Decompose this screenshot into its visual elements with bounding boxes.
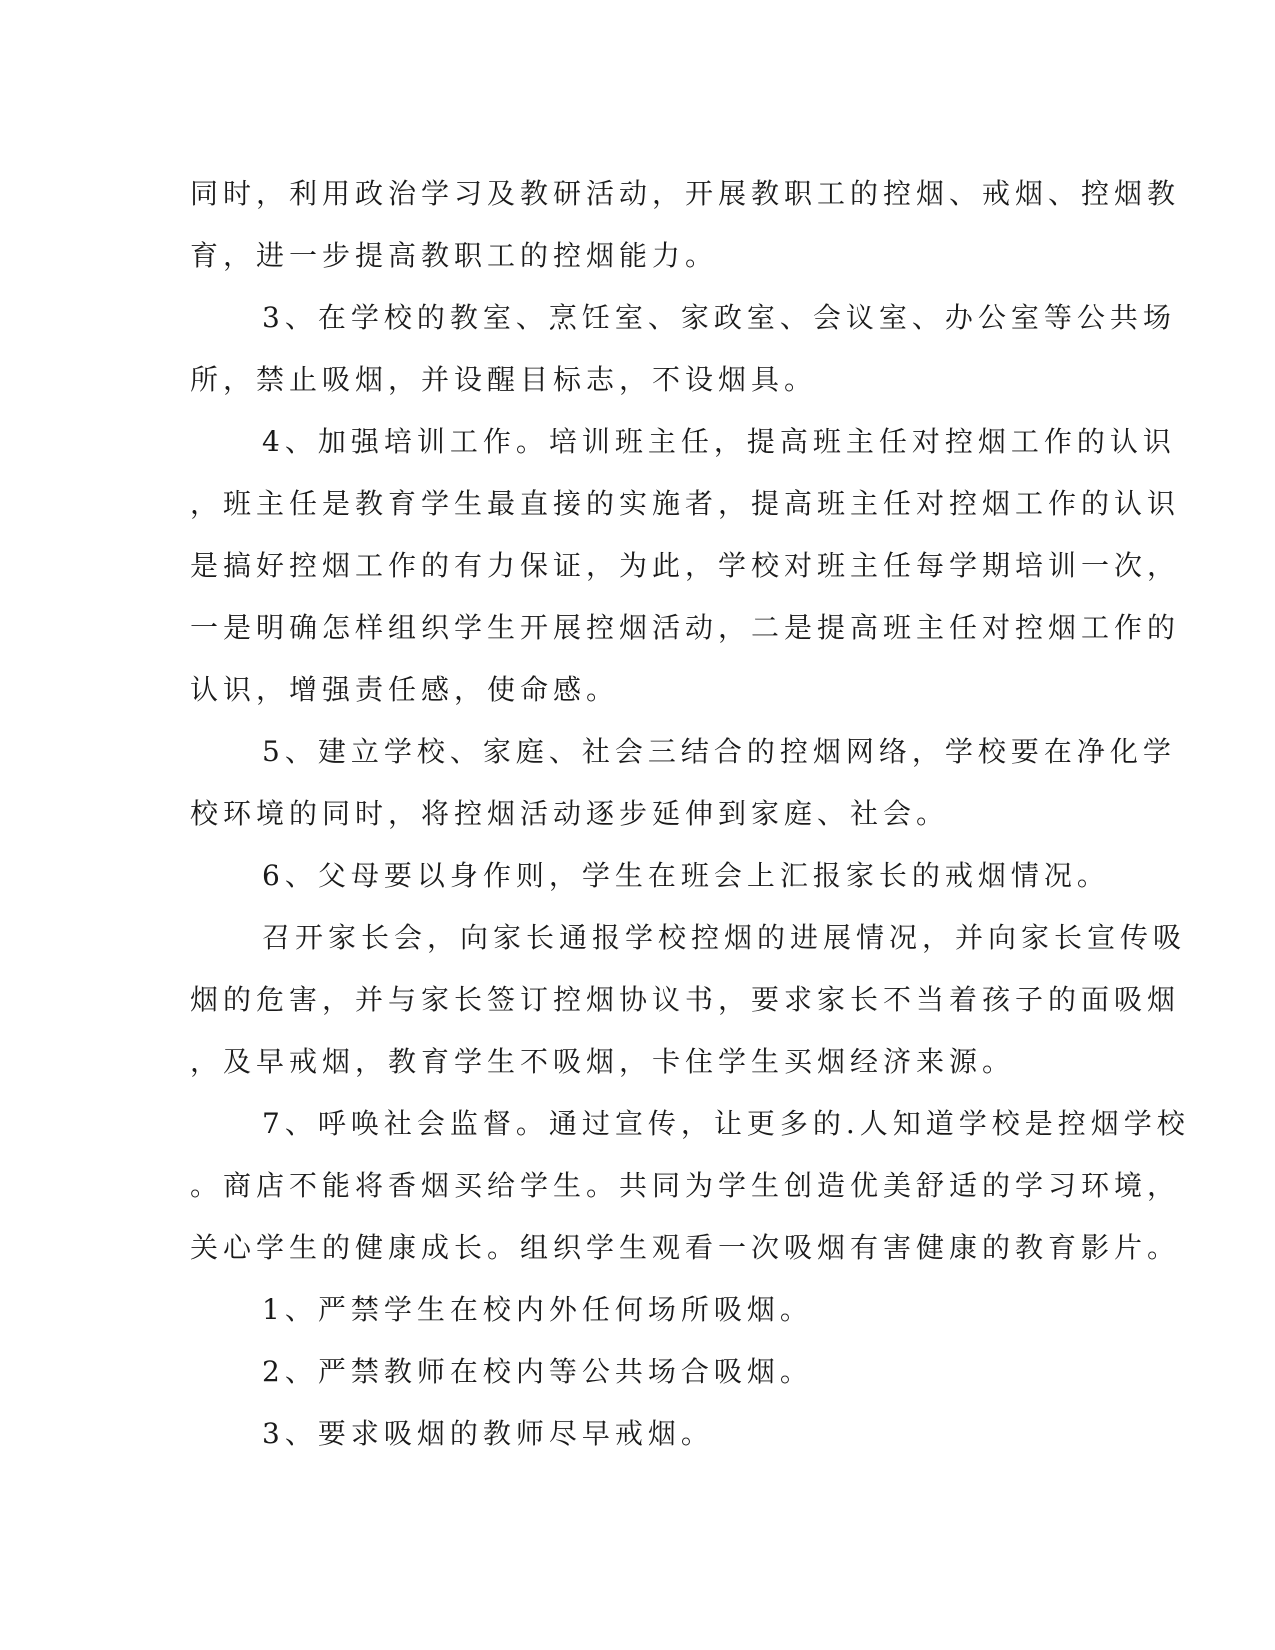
document-body	[190, 163, 1190, 1465]
text-line: 烟的危害，并与家长签订控烟协议书，要求家长不当着孩子的面吸烟	[190, 983, 1181, 1016]
text-line: 2、严禁教师在校内等公共场合吸烟。	[262, 1355, 813, 1388]
text-line: 育，进一步提高教职工的控烟能力。	[190, 239, 719, 272]
text-line: 5、建立学校、家庭、社会三结合的控烟网络，学校要在净化学	[262, 735, 1176, 768]
text-line: 关心学生的健康成长。组织学生观看一次吸烟有害健康的教育影片。	[190, 1231, 1181, 1264]
text-line: 3、在学校的教室、烹饪室、家政室、会议室、办公室等公共场	[262, 301, 1176, 334]
text-line: 一是明确怎样组织学生开展控烟活动，二是提高班主任对控烟工作的	[190, 611, 1181, 644]
text-line: 是搞好控烟工作的有力保证，为此，学校对班主任每学期培训一次，	[190, 549, 1181, 582]
text-line: 1、严禁学生在校内外任何场所吸烟。	[262, 1293, 813, 1326]
text-line: 校环境的同时，将控烟活动逐步延伸到家庭、社会。	[190, 797, 950, 830]
text-line: 同时，利用政治学习及教研活动，开展教职工的控烟、戒烟、控烟教	[190, 177, 1181, 210]
text-line: ，班主任是教育学生最直接的实施者，提高班主任对控烟工作的认识	[190, 487, 1181, 520]
text-line: 3、要求吸烟的教师尽早戒烟。	[262, 1417, 714, 1450]
text-line: 认识，增强责任感，使命感。	[190, 673, 620, 706]
text-line: 7、呼唤社会监督。通过宣传，让更多的.人知道学校是控烟学校	[262, 1107, 1190, 1140]
text-line: 召开家长会，向家长通报学校控烟的进展情况，并向家长宣传吸	[262, 921, 1187, 954]
text-line: 。商店不能将香烟买给学生。共同为学生创造优美舒适的学习环境，	[190, 1169, 1181, 1202]
text-line: 4、加强培训工作。培训班主任，提高班主任对控烟工作的认识	[262, 425, 1176, 458]
text-line: ，及早戒烟，教育学生不吸烟，卡住学生买烟经济来源。	[190, 1045, 1016, 1078]
text-line: 所，禁止吸烟，并设醒目标志，不设烟具。	[190, 363, 818, 396]
text-line: 6、父母要以身作则，学生在班会上汇报家长的戒烟情况。	[262, 859, 1110, 892]
